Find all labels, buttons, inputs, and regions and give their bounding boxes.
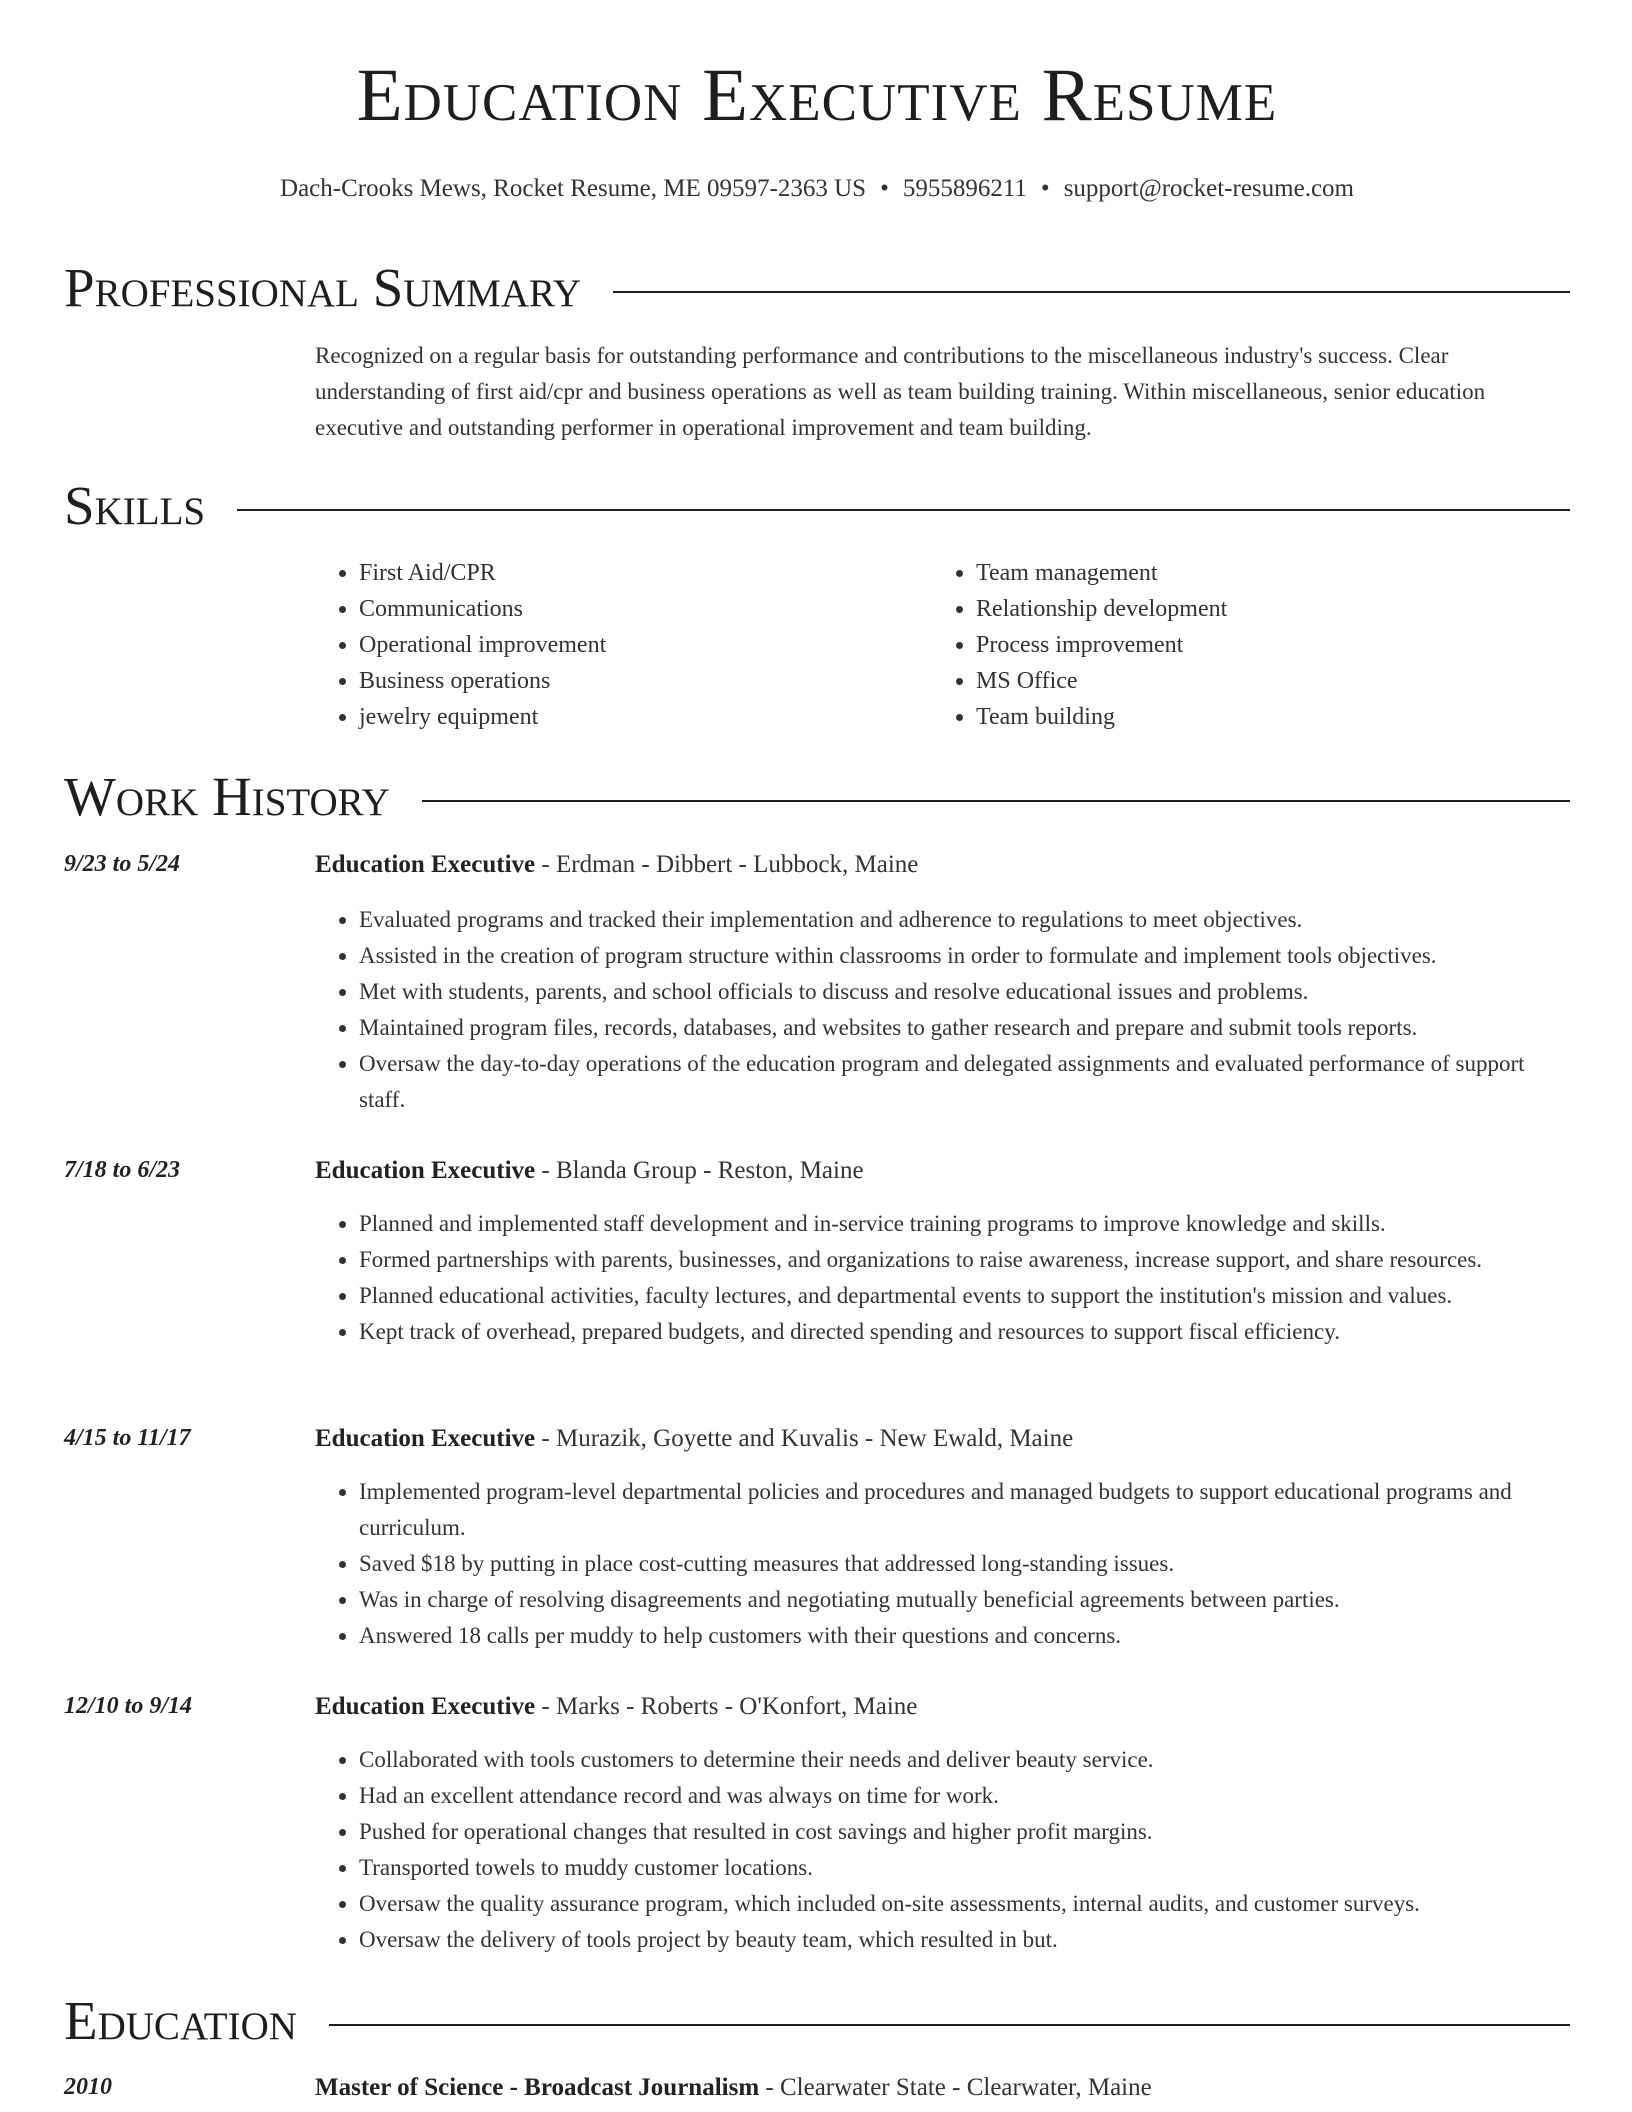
education-year: 2010 xyxy=(64,2074,112,2100)
skill-item: • jewelry equipment xyxy=(359,699,606,735)
job-bullets xyxy=(315,1742,1570,1958)
contact-line xyxy=(64,175,1570,203)
job-header xyxy=(315,1693,917,1721)
section-divider xyxy=(237,509,1570,511)
job-dates: 9/23 to 5/24 xyxy=(64,851,181,877)
skill-item: • Relationship development xyxy=(976,591,1227,627)
skill-item: • MS Office xyxy=(976,663,1227,699)
job-bullet: • Oversaw the delivery of tools project by beauty team, which resulted in but. xyxy=(359,1922,1570,1958)
job-header xyxy=(315,1157,864,1185)
skill-item: • Operational improvement xyxy=(359,627,606,663)
job-bullet: • Oversaw the quality assurance program, which included on-site assessments, internal audits, and customer surveys. xyxy=(359,1886,1570,1922)
job-bullets xyxy=(315,902,1570,1118)
job-details: - Marks - Roberts - O'Konfort, Maine xyxy=(535,1693,918,1720)
work-section-header xyxy=(64,766,1570,827)
summary-heading: Professional Summary xyxy=(64,257,582,318)
skill-item: • First Aid/CPR xyxy=(359,555,606,591)
job-bullet: • Answered 18 calls per muddy to help customers with their questions and concerns. xyxy=(359,1618,1570,1654)
job-header xyxy=(315,851,918,879)
job-bullet: • Planned educational activities, faculty lectures, and departmental events to support the institution's mission and values. xyxy=(359,1278,1570,1314)
job-details: - Blanda Group - Reston, Maine xyxy=(535,1157,864,1184)
job-dates: 4/15 to 11/17 xyxy=(64,1425,191,1451)
job-role: Education Executive xyxy=(315,1157,536,1184)
job-bullet: • Assisted in the creation of program structure within classrooms in order to formulate and implement tools objectives. xyxy=(359,938,1570,974)
contact-separator: • xyxy=(880,175,889,202)
job-bullet: • Was in charge of resolving disagreements and negotiating mutually beneficial agreements between parties. xyxy=(359,1582,1570,1618)
section-divider xyxy=(422,800,1570,802)
job-details: - Erdman - Dibbert - Lubbock, Maine xyxy=(535,851,919,878)
summary-text: Recognized on a regular basis for outstanding performance and contributions to the miscellaneous industry's success. Clear understanding of first aid/cpr and business operations as well as team building training. Within miscellaneous, senior education executive and outstanding performer in operational improvement and team building. xyxy=(315,343,1486,440)
skill-item: • Team management xyxy=(976,555,1227,591)
job-role: Education Executive xyxy=(315,851,536,878)
job-bullet: • Maintained program files, records, databases, and websites to gather research and prepare and submit tools reports. xyxy=(359,1010,1570,1046)
contact-address: Dach-Crooks Mews, Rocket Resume, ME 09597-2363 US xyxy=(280,175,867,202)
job-bullet: • Transported towels to muddy customer locations. xyxy=(359,1850,1570,1886)
skills-section-header xyxy=(64,475,1570,536)
skill-item: • Team building xyxy=(976,699,1227,735)
job-bullet: • Collaborated with tools customers to determine their needs and deliver beauty service. xyxy=(359,1742,1570,1778)
job-bullet: • Had an excellent attendance record and was always on time for work. xyxy=(359,1778,1570,1814)
skill-item: • Process improvement xyxy=(976,627,1227,663)
job-bullets xyxy=(315,1206,1570,1350)
skills-heading: Skills xyxy=(64,475,206,536)
job-bullet: • Pushed for operational changes that resulted in cost savings and higher profit margins. xyxy=(359,1814,1570,1850)
job-bullet: • Formed partnerships with parents, businesses, and organizations to raise awareness, increase support, and share resources. xyxy=(359,1242,1570,1278)
job-role: Education Executive xyxy=(315,1693,536,1720)
contact-separator: • xyxy=(1040,175,1050,202)
section-divider xyxy=(329,2024,1570,2026)
job-bullet: • Oversaw the day-to-day operations of the education program and delegated assignments and evaluated performance of support staff. xyxy=(359,1046,1570,1118)
skill-item: • Communications xyxy=(359,591,606,627)
job-bullet: • Planned and implemented staff development and in-service training programs to improve knowledge and skills. xyxy=(359,1206,1570,1242)
job-details: - Murazik, Goyette and Kuvalis - New Ewald, Maine xyxy=(535,1425,1074,1452)
education-section-header xyxy=(64,1990,1570,2051)
job-dates: 7/18 to 6/23 xyxy=(64,1157,181,1183)
education-school: - Clearwater State - Clearwater, Maine xyxy=(759,2074,1152,2101)
education-entry xyxy=(315,2074,1152,2102)
contact-email: support@rocket-resume.com xyxy=(1063,175,1354,202)
summary-section-header xyxy=(64,257,1570,318)
job-bullet: • Saved $18 by putting in place cost-cutting measures that addressed long-standing issues. xyxy=(359,1546,1570,1582)
job-bullet: • Kept track of overhead, prepared budgets, and directed spending and resources to support fiscal efficiency. xyxy=(359,1314,1570,1350)
job-role: Education Executive xyxy=(315,1425,536,1452)
section-divider xyxy=(613,291,1570,293)
skills-list-right xyxy=(932,555,1227,735)
skills-list-left xyxy=(315,555,606,735)
job-bullet: • Met with students, parents, and school officials to discuss and resolve educational issues and problems. xyxy=(359,974,1570,1010)
job-bullet: • Implemented program-level departmental policies and procedures and managed budgets to support educational programs and curriculum. xyxy=(359,1474,1570,1546)
job-header xyxy=(315,1425,1073,1453)
job-bullet: • Evaluated programs and tracked their implementation and adherence to regulations to meet objectives. xyxy=(359,902,1570,938)
skill-item: • Business operations xyxy=(359,663,606,699)
work-heading: Work History xyxy=(64,766,390,827)
resume-title: Education Executive Resume xyxy=(356,54,1278,137)
job-dates: 12/10 to 9/14 xyxy=(64,1693,193,1719)
education-degree: Master of Science - Broadcast Journalism xyxy=(315,2074,760,2101)
job-bullets xyxy=(315,1474,1570,1654)
contact-phone: 5955896211 xyxy=(902,175,1027,202)
education-heading: Education xyxy=(64,1990,297,2051)
